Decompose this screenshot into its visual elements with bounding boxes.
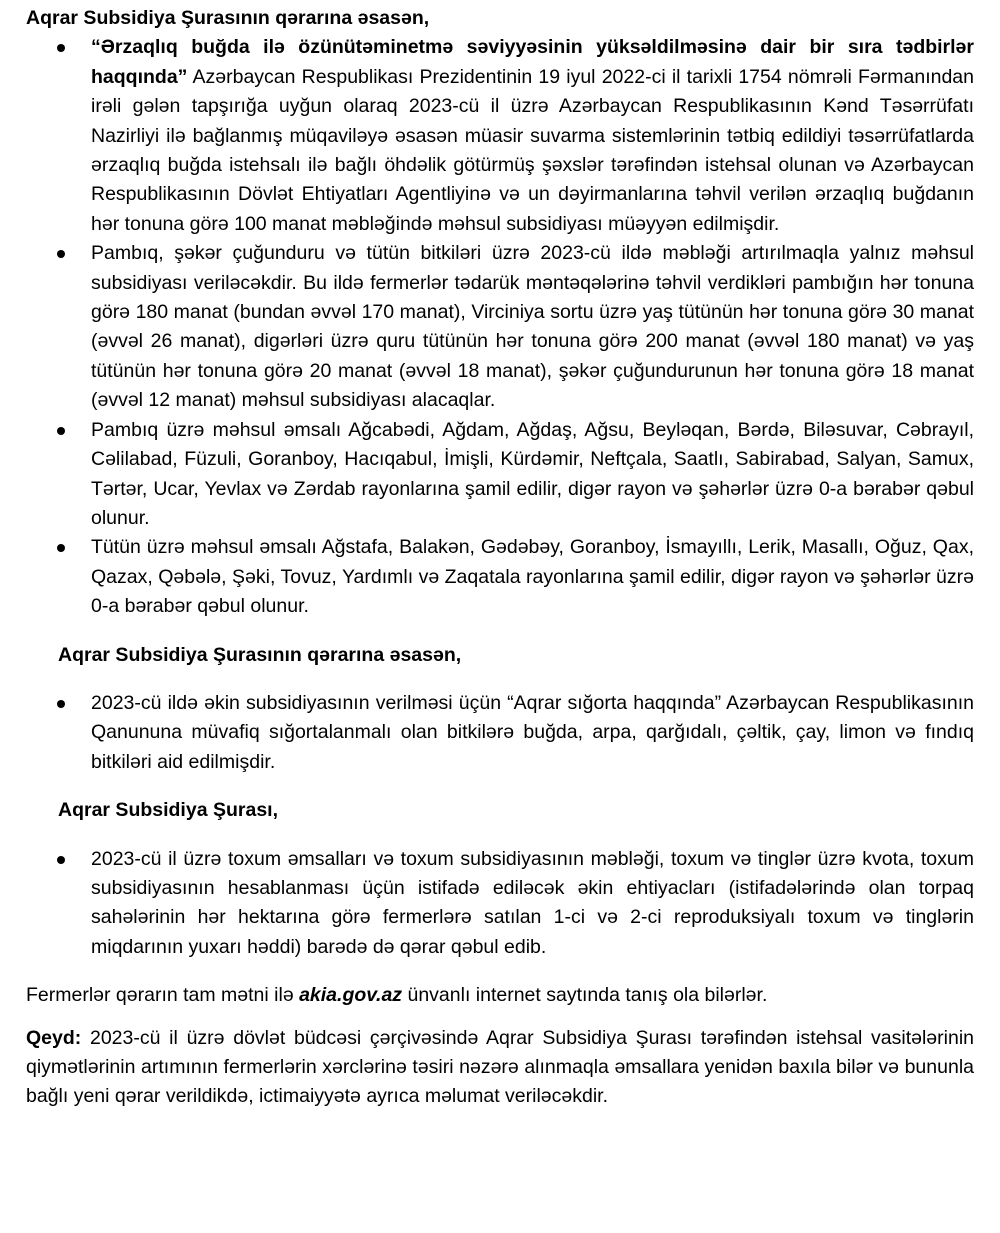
- list-item-seed-subsidy: [26, 845, 974, 963]
- note-paragraph: [26, 1024, 974, 1112]
- website-text-before: Fermerlər qərarın tam mətni ilə: [26, 984, 300, 1007]
- list-item-planting-subsidy: [26, 689, 974, 777]
- cotton-sugar-tobacco-text: Pambıq, şəkər çuğunduru və tütün bitkiləri üzrə 2023-cü ildə məbləği artırılmaqla yalnız məhsul subsidiyası veriləcəkdir. Bu ildə fermerlər tədarük məntəqələrinə təhvil verdikləri pambığın hər tonuna görə 180 manat (bundan əvvəl 170 manat), Virciniya sortu üzrə yaş tütünün hər tonuna görə 30 manat (əvvəl 26 manat), digərləri üzrə quru tütünün hər tonuna görə 200 manat (əvvəl 180 manat) və yaş tütünün hər tonuna görə 20 manat (əvvəl 18 manat), şəkər çuğundurunun hər tonuna görə 18 manat (əvvəl 12 manat) məhsul subsidiyası alacaqlar.: [91, 242, 974, 412]
- website-paragraph: [26, 981, 974, 1010]
- bullet-icon: [57, 250, 65, 258]
- bullet-icon: [57, 544, 65, 552]
- website-link[interactable]: akia.gov.az: [299, 984, 403, 1007]
- spacer: [26, 962, 974, 981]
- bullet-icon: [57, 856, 65, 864]
- list-item-cotton-sugar-tobacco: [26, 239, 974, 415]
- tobacco-coefficient-text: Tütün üzrə məhsul əmsalı Ağstafa, Balakən, Gədəbəy, Goranboy, İsmayıllı, Lerik, Masallı, Oğuz, Qax, Qazax, Qəbələ, Şəki, Tovuz, Yardımlı və Zaqatala rayonlarına şamil edilir, digər rayon və şəhərlər üzrə 0-a bərabər qəbul olunur.: [91, 536, 974, 618]
- seed-subsidy-text: 2023-cü il üzrə toxum əmsalları və toxum subsidiyasının məbləği, toxum və tinglər üzrə kvota, toxum subsidiyasının hesablanması üçün istifadə ediləcək əkin ehtiyacları (istifadələrində olan torpaq sahələrinin hər hektarına görə fermerlərə satılan 1-ci və 2-ci reproduksiyalı toxum və tinglərin miqdarının yuxarı həddi) barədə də qərar qəbul edib.: [91, 847, 974, 958]
- cotton-coefficient-text: Pambıq üzrə məhsul əmsalı Ağcabədi, Ağdam, Ağdaş, Ağsu, Beyləqan, Bərdə, Biləsuvar, Cəbrayıl, Cəlilabad, Füzuli, Goranboy, Hacıqabul, İmişli, Kürdəmir, Neftçala, Saatlı, Sabirabad, Salyan, Samux, Tərtər, Ucar, Yevlax və Zərdab rayonlarına şamil edilir, digər rayon və şəhərlər üzrə 0-a bərabər qəbul olunur.: [91, 418, 974, 529]
- bullet-icon: [57, 700, 65, 708]
- spacer: [26, 777, 974, 796]
- planting-subsidy-text: 2023-cü ildə əkin subsidiyasının verilməsi üçün “Aqrar sığorta haqqında” Azərbaycan Respublikasının Qanununa müvafiq sığortalanmalı olan bitkilərə buğda, arpa, qarğıdalı, çəltik, çay, limon və fındıq bitkiləri aid edilmişdir.: [91, 691, 974, 773]
- list-item-wheat-subsidy: [26, 33, 974, 239]
- decree-title: “Ərzaqlıq buğda ilə özünütəminetmə səviyyəsinin yüksəldilməsinə dair bir sıra tədbirlər haqqında”: [91, 36, 974, 88]
- list-item-cotton-coefficient: [26, 416, 974, 534]
- section-heading-decision-2: Aqrar Subsidiya Şurasının qərarına əsasən,: [58, 643, 462, 666]
- section-heading-council: Aqrar Subsidiya Şurası,: [58, 799, 278, 822]
- note-text: 2023-cü il üzrə dövlət büdcəsi çərçivəsində Aqrar Subsidiya Şurası tərəfindən istehsal vasitələrinin qiymətlərinin artımının fermerlərin xərclərinə təsiri nəzərə alınmaqla əmsallara yenidən baxıla bilər və bununla bağlı yeni qərar verildikdə, ictimaiyyətə ayrıca məlumat veriləcəkdir.: [26, 1026, 974, 1108]
- bullet-list-1: [26, 33, 974, 621]
- spacer: [26, 622, 974, 641]
- website-text-after: ünvanlı internet saytında tanış ola bilərlər.: [402, 984, 768, 1007]
- note-label: Qeyd:: [26, 1026, 82, 1049]
- list-item-tobacco-coefficient: [26, 533, 974, 621]
- spacer: [26, 1011, 974, 1024]
- bullet-list-2: [26, 689, 974, 777]
- bullet-icon: [57, 44, 65, 52]
- section-heading-decision-1: Aqrar Subsidiya Şurasının qərarına əsasən,: [26, 7, 430, 29]
- bullet-icon: [57, 427, 65, 435]
- wheat-subsidy-text: Azərbaycan Respublikası Prezidentinin 19 iyul 2022-ci il tarixli 1754 nömrəli Fərmanından irəli gələn tapşırığa uyğun olaraq 2023-cü il üzrə Azərbaycan Respublikasının Kənd Təsərrüfatı Nazirliyi ilə bağlanmış müqaviləyə əsasən müasir suvarma sistemlərinin tətbiq edildiyi təsərrüfatlarda ərzaqlıq buğda istehsalı ilə bağlı öhdəlik götürmüş şəxslər tərəfindən istehsal olunan və Azərbaycan Respublikasının Dövlət Ehtiyatları Agentliyinə və un dəyirmanlarına təhvil verilən ərzaqlıq buğdanın hər tonuna görə 100 manat məbləğində məhsul subsidiyası müəyyən edilmişdir.: [91, 65, 974, 235]
- spacer: [26, 670, 974, 689]
- spacer: [26, 826, 974, 845]
- bullet-list-3: [26, 845, 974, 963]
